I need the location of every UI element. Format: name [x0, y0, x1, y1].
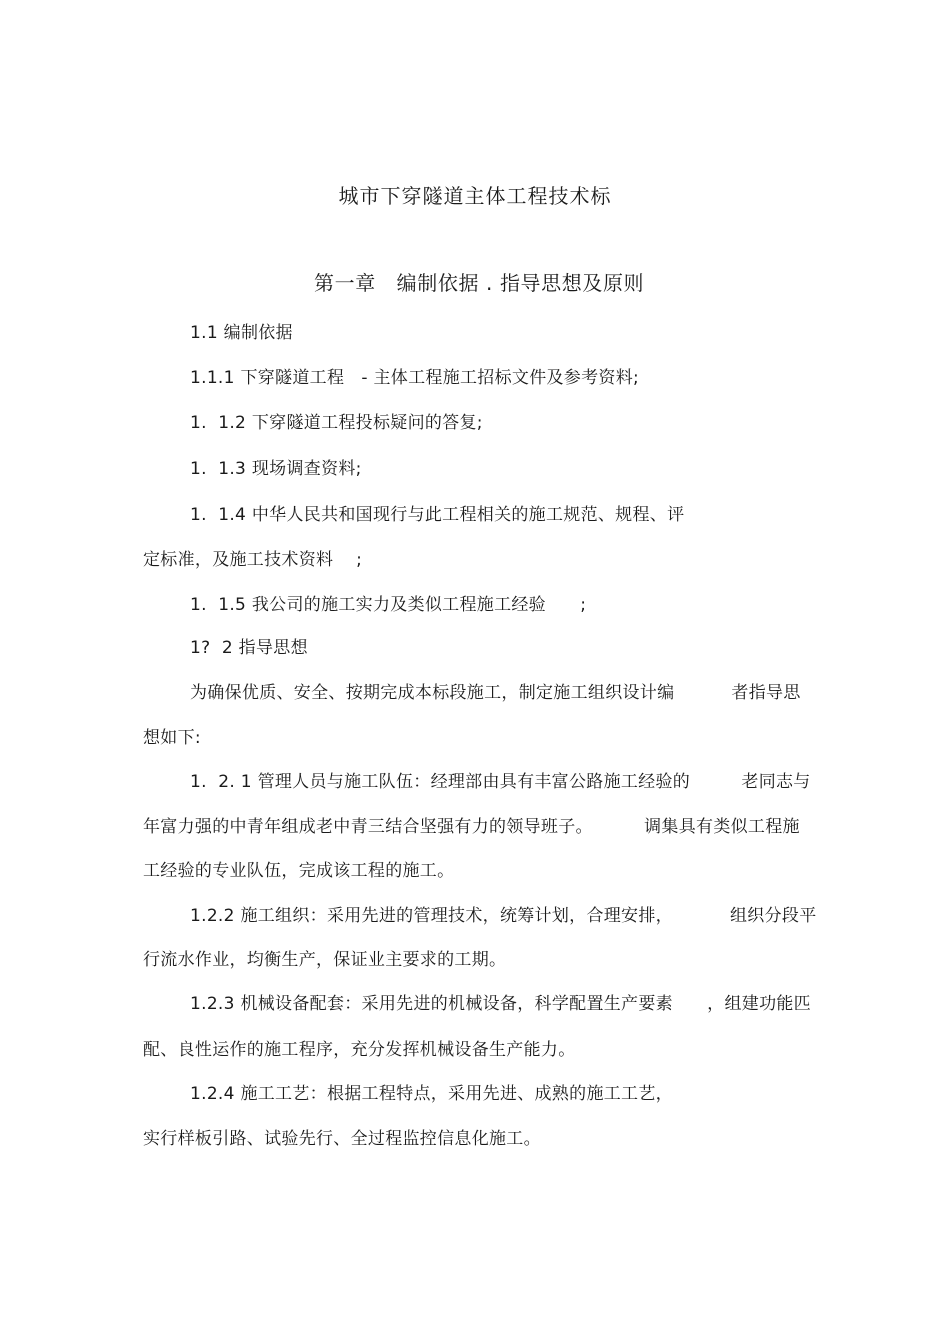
paragraph-line: 1. 2. 1 管理人员与施工队伍：经理部由具有丰富公路施工经验的 老同志与	[190, 772, 811, 792]
section-heading: 1.1 编制依据	[190, 323, 293, 343]
paragraph-line: 1.2.4 施工工艺：根据工程特点，采用先进、成熟的施工工艺，	[190, 1084, 673, 1104]
paragraph-line: 实行样板引路、试验先行、全过程监控信息化施工。	[143, 1129, 541, 1149]
list-item-continuation: 定标准，及施工技术资料 ;	[143, 550, 363, 570]
paragraph-line: 配、良性运作的施工程序，充分发挥机械设备生产能力。	[143, 1040, 576, 1060]
chapter-heading: 第一章 编制依据 . 指导思想及原则	[314, 271, 645, 295]
paragraph-line: 工经验的专业队伍，完成该工程的施工。	[143, 861, 455, 881]
document-title: 城市下穿隧道主体工程技术标	[338, 184, 612, 208]
paragraph-line: 想如下:	[143, 728, 201, 748]
list-item: 1. 1.4 中华人民共和国现行与此工程相关的施工规范、规程、评	[190, 505, 685, 525]
list-item: 1. 1.5 我公司的施工实力及类似工程施工经验 ;	[190, 595, 587, 615]
section-heading: 1? 2 指导思想	[190, 638, 308, 658]
paragraph-line: 1.2.3 机械设备配套：采用先进的机械设备，科学配置生产要素 ，组建功能匹	[190, 994, 811, 1014]
list-item: 1. 1.2 下穿隧道工程投标疑问的答复;	[190, 413, 483, 433]
list-item: 1.1.1 下穿隧道工程 - 主体工程施工招标文件及参考资料;	[190, 368, 640, 388]
list-item: 1. 1.3 现场调查资料;	[190, 459, 362, 479]
paragraph-line: 年富力强的中青年组成老中青三结合坚强有力的领导班子。 调集具有类似工程施	[143, 817, 800, 837]
paragraph-line: 行流水作业，均衡生产，保证业主要求的工期。	[143, 950, 507, 970]
paragraph-line: 为确保优质、安全、按期完成本标段施工，制定施工组织设计编 者指导思	[190, 683, 801, 703]
paragraph-line: 1.2.2 施工组织：采用先进的管理技术，统筹计划，合理安排， 组织分段平	[190, 906, 817, 926]
